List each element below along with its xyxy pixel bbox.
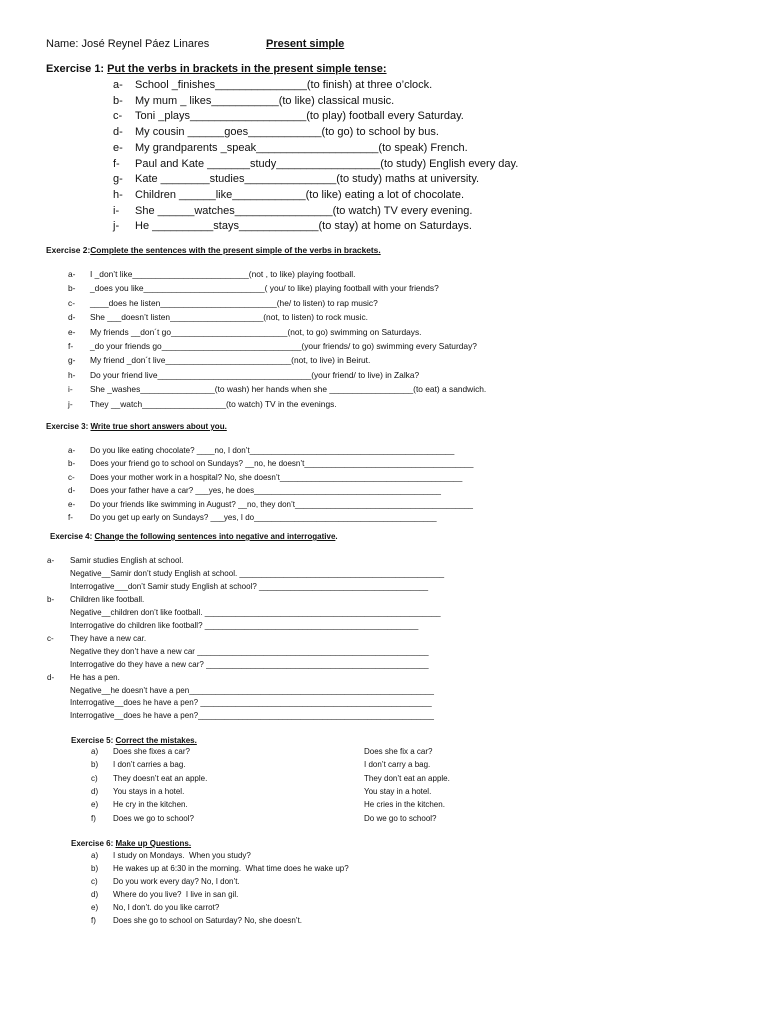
exercise-6-item-label: f) (91, 915, 96, 925)
exercise-6-item-label: b) (91, 863, 99, 873)
exercise-5-item-label: c) (91, 773, 98, 783)
exercise-4-line-text: Interrogative___don’t Samir study English at school? ______________________________________ (70, 581, 429, 591)
exercise-1-instruction: Put the verbs in brackets in the present simple tense: (107, 63, 387, 75)
exercise-4-line-text: Negative__Samir don’t study English at school. ______________________________________________ (70, 568, 445, 578)
exercise-2-item-label: e- (68, 326, 76, 337)
exercise-4-prefix: Exercise 4: (50, 532, 95, 541)
exercise-5-item-mistake: Does we go to school? (113, 813, 194, 823)
exercise-1-item-text: Kate ________studies_______________(to study) maths at university. (135, 173, 480, 186)
exercise-1-heading (46, 64, 387, 75)
exercise-6-item-label: e) (91, 902, 99, 912)
exercise-2-item-text: _does you like__________________________( you/ to like) playing football with your friends? (90, 283, 439, 294)
exercise-5-item-label: e) (91, 800, 99, 810)
exercise-3-item-text: Does your mother work in a hospital? No, she doesn’t_________________________________________ (90, 472, 463, 482)
exercise-6-item-text: He wakes up at 6:30 in the morning. What time does he wake up? (113, 863, 349, 873)
exercise-5-item-label: f) (91, 813, 96, 823)
exercise-3-item-label: d- (68, 486, 76, 496)
exercise-2-item-text: She _washes________________(to wash) her hands when she __________________(to eat) a sandwich. (90, 384, 487, 395)
exercise-5-item-label: a) (91, 747, 99, 756)
exercise-6-item-label: a) (91, 851, 99, 860)
exercise-1-item-text: My mum _ likes___________(to like) classical music. (135, 94, 395, 107)
exercise-3-item-label: c- (68, 472, 75, 482)
exercise-4-line-text: Interrogative__does he have a pen?_____________________________________________________ (70, 711, 434, 721)
exercise-2-item-label: i- (68, 384, 73, 395)
exercise-6-prefix: Exercise 6: (71, 839, 116, 848)
exercise-5-instruction: Correct the mistakes. (115, 736, 197, 745)
exercise-3-item-label: a- (68, 446, 76, 455)
exercise-5-item-correction: Do we go to school? (364, 813, 437, 823)
exercise-6-instruction: Make up Questions. (115, 839, 192, 848)
exercise-1-item-label: a- (113, 79, 123, 91)
exercise-2-item-text: My friend _don´t live___________________________(not, to live) in Beirut. (90, 355, 371, 366)
exercise-2-item-label: d- (68, 312, 76, 323)
exercise-1-item-text: Paul and Kate _______study_________________(to study) English every day. (135, 157, 519, 170)
exercise-2-item-label: b- (68, 283, 76, 294)
exercise-2-item-label: j- (68, 398, 73, 409)
exercise-3-instruction: Write true short answers about you. (90, 422, 227, 431)
exercise-4-line-text: Negative__he doesn’t have a pen_______________________________________________________ (70, 685, 434, 695)
exercise-5-item-label: d) (91, 786, 99, 796)
exercise-6-item-text: I study on Mondays. When you study? (113, 851, 251, 860)
exercise-4-line-text: Samir studies English at school. (70, 556, 184, 565)
exercise-4-line-text: Negative they don’t have a new car ____________________________________________________ (70, 646, 429, 656)
exercise-6-item-text: Does she go to school on Saturday? No, she doesn’t. (113, 915, 303, 925)
exercise-4-line-label: d- (47, 672, 55, 682)
exercise-5-item-mistake: Does she fixes a car? (113, 747, 190, 756)
exercise-4-line-text: Negative__children don’t like football. _____________________________________________________ (70, 607, 441, 617)
exercise-4-suffix: . (335, 532, 338, 541)
worksheet-title: Present simple (266, 38, 345, 50)
exercise-1-item-text: My grandparents _speak____________________(to speak) French. (135, 141, 468, 154)
exercise-5-item-correction: They don’t eat an apple. (364, 773, 450, 783)
exercise-3-item-text: Does your father have a car? ___yes, he does__________________________________________ (90, 486, 441, 496)
exercise-3-item-text: Do your friends like swimming in August? __no, they don’t________________________________________ (90, 499, 473, 509)
exercise-1-item-text: Toni _plays___________________(to play) football every Saturday. (135, 110, 464, 123)
exercise-1-item-label: d- (113, 126, 123, 139)
exercise-1-item-label: g- (113, 173, 123, 186)
exercise-2-item-text: ____does he listen_________________________(he/ to listen) to rap music? (90, 297, 378, 308)
exercise-1-item-text: School _finishes_______________(to finish) at three o’clock. (135, 79, 433, 91)
exercise-4-line-text: Interrogative do they have a new car? __________________________________________________ (70, 659, 429, 669)
exercise-2-item-label: g- (68, 355, 76, 366)
exercise-4-line-label: a- (47, 556, 55, 565)
exercise-4-line-label: c- (47, 633, 54, 643)
exercise-5-item-mistake: He cry in the kitchen. (113, 800, 188, 810)
exercise-5-prefix: Exercise 5: (71, 736, 116, 745)
exercise-5-item-correction: He cries in the kitchen. (364, 800, 445, 810)
exercise-6-item-text: No, I don’t. do you like carrot? (113, 902, 220, 912)
exercise-1-item-label: h- (113, 188, 123, 201)
exercise-2-instruction: Complete the sentences with the present simple of the verbs in brackets. (90, 245, 381, 255)
exercise-1-item-label: e- (113, 141, 123, 154)
exercise-2-item-text: Do your friend live_________________________________(your friend/ to live) in Zalka? (90, 369, 420, 380)
exercise-6-item-label: d) (91, 889, 99, 899)
exercise-2-item-label: a- (68, 269, 76, 279)
exercise-5-item-mistake: I don’t carries a bag. (113, 760, 186, 770)
exercise-5-item-correction: Does she fix a car? (364, 747, 433, 756)
exercise-1-prefix: Exercise 1: (46, 63, 108, 75)
exercise-6-item-label: c) (91, 876, 98, 886)
exercise-3-item-text: Do you like eating chocolate? ____no, I don’t______________________________________________ (90, 446, 455, 455)
exercise-1-item-label: b- (113, 94, 123, 107)
exercise-2-item-label: f- (68, 341, 74, 351)
exercise-4-line-text: Interrogative do children like football? ________________________________________________ (70, 620, 419, 630)
exercise-6-item-text: Do you work every day? No, I don’t. (113, 876, 240, 886)
exercise-4-line-label: b- (47, 594, 55, 604)
exercise-3-heading (46, 423, 227, 431)
exercise-2-item-text: _do your friends go______________________________(your friends/ to go) swimming every Saturday? (90, 341, 477, 351)
exercise-5-item-label: b) (91, 760, 99, 770)
exercise-1-item-label: c- (113, 110, 123, 123)
exercise-4-heading (50, 533, 338, 541)
exercise-4-line-text: They have a new car. (70, 633, 147, 643)
exercise-4-line-text: Interrogative__does he have a pen? ____________________________________________________ (70, 698, 432, 708)
exercise-3-item-label: f- (68, 513, 73, 522)
exercise-5-item-mistake: They doesn’t eat an apple. (113, 773, 208, 783)
exercise-2-item-text: I _don’t like_________________________(not , to like) playing football. (90, 269, 356, 279)
exercise-3-item-label: e- (68, 499, 76, 509)
exercise-6-item-text: Where do you live? I live in san gil. (113, 889, 239, 899)
exercise-4-line-text: Children like football. (70, 594, 145, 604)
exercise-2-item-text: My friends __don´t go_________________________(not, to go) swimming on Saturdays. (90, 326, 422, 337)
exercise-2-item-label: c- (68, 297, 75, 308)
exercise-2-heading (46, 246, 381, 254)
exercise-4-instruction: Change the following sentences into negative and interrogative (94, 532, 336, 541)
exercise-3-item-text: Do you get up early on Sundays? ___yes, I do_________________________________________ (90, 513, 437, 522)
exercise-1-item-text: Children ______like____________(to like) eating a lot of chocolate. (135, 188, 465, 201)
student-name: Name: José Reynel Páez Linares (46, 38, 210, 50)
exercise-3-item-text: Does your friend go to school on Sundays? __no, he doesn’t______________________________________ (90, 459, 474, 469)
exercise-5-item-correction: I don’t carry a bag. (364, 760, 431, 770)
exercise-5-heading (71, 737, 197, 745)
exercise-4-line-text: He has a pen. (70, 672, 120, 682)
exercise-1-item-label: f- (113, 157, 120, 170)
exercise-2-prefix: Exercise 2: (46, 245, 91, 255)
exercise-3-prefix: Exercise 3: (46, 422, 91, 431)
exercise-1-item-text: He __________stays_____________(to stay) at home on Saturdays. (135, 220, 472, 233)
exercise-1-item-text: She ______watches________________(to watch) TV every evening. (135, 204, 473, 217)
exercise-5-item-mistake: You stays in a hotel. (113, 786, 185, 796)
exercise-6-heading (71, 840, 191, 848)
exercise-1-item-label: j- (113, 220, 120, 233)
exercise-2-item-label: h- (68, 369, 76, 380)
exercise-2-item-text: They __watch__________________(to watch) TV in the evenings. (90, 398, 337, 409)
exercise-1-item-text: My cousin ______goes____________(to go) to school by bus. (135, 126, 439, 139)
exercise-1-item-label: i- (113, 204, 120, 217)
exercise-3-item-label: b- (68, 459, 76, 469)
exercise-5-item-correction: You stay in a hotel. (364, 786, 432, 796)
exercise-2-item-text: She ___doesn’t listen____________________(not, to listen) to rock music. (90, 312, 368, 323)
